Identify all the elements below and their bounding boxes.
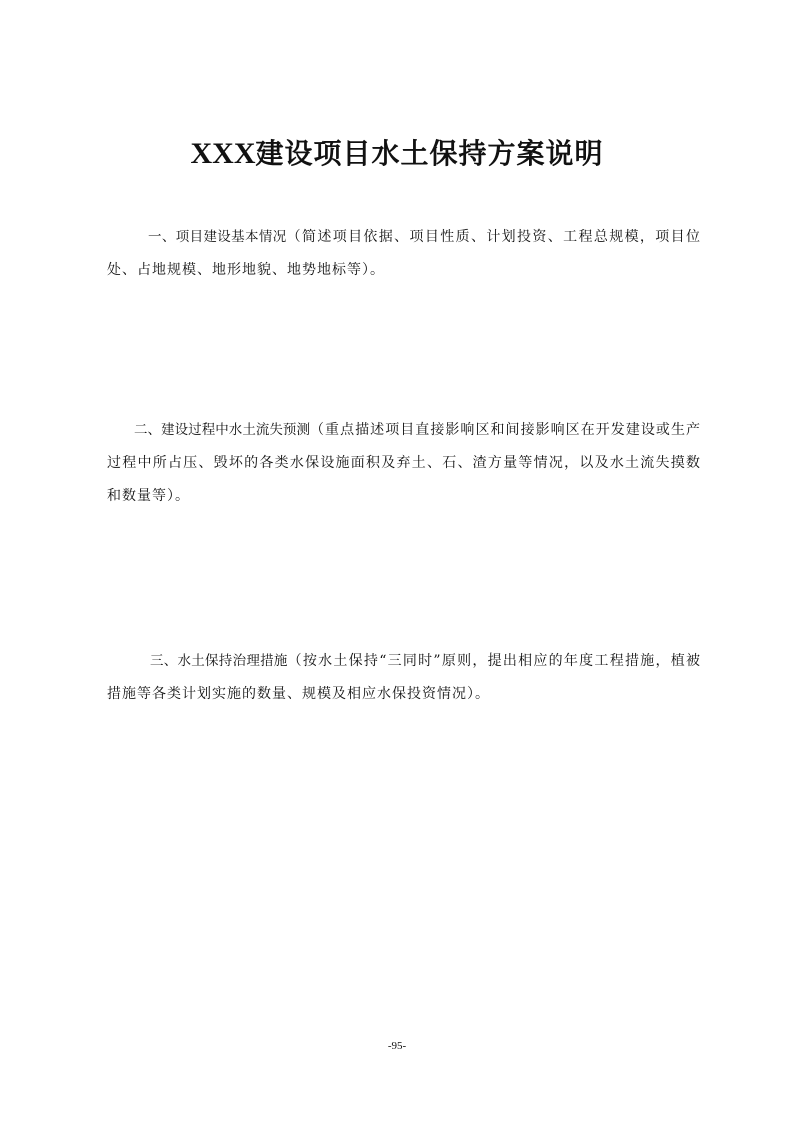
section-heading: 一、项目建设基本情况 bbox=[148, 229, 287, 245]
section-body: （按水土保持“三同时”原则，提出相应的年度工程措施，植被措施等各类计划实施的数量、规模及相应水保投资情况）。 bbox=[107, 653, 701, 702]
section-project-overview bbox=[107, 221, 701, 287]
section-body: （简述项目依据、项目性质、计划投资、工程总规模，项目位处、占地规模、地形地貌、地势地标等）。 bbox=[107, 229, 702, 278]
title-prefix: XXX bbox=[190, 137, 256, 170]
section-heading: 三、水土保持治理措施 bbox=[150, 653, 288, 669]
title-text: 建设项目水土保持方案说明 bbox=[255, 137, 604, 170]
section-erosion-forecast bbox=[107, 414, 701, 513]
document-title bbox=[0, 132, 794, 172]
section-control-measures bbox=[107, 645, 701, 711]
page-number: -95- bbox=[387, 1040, 407, 1052]
section-body: （重点描述项目直接影响区和间接影响区在开发建设或生产过程中所占压、毁坏的各类水保设施面积及弃土、石、渣方量等情况，以及水土流失摸数和数量等）。 bbox=[107, 422, 702, 504]
section-heading: 二、建设过程中水土流失预测 bbox=[134, 422, 311, 438]
